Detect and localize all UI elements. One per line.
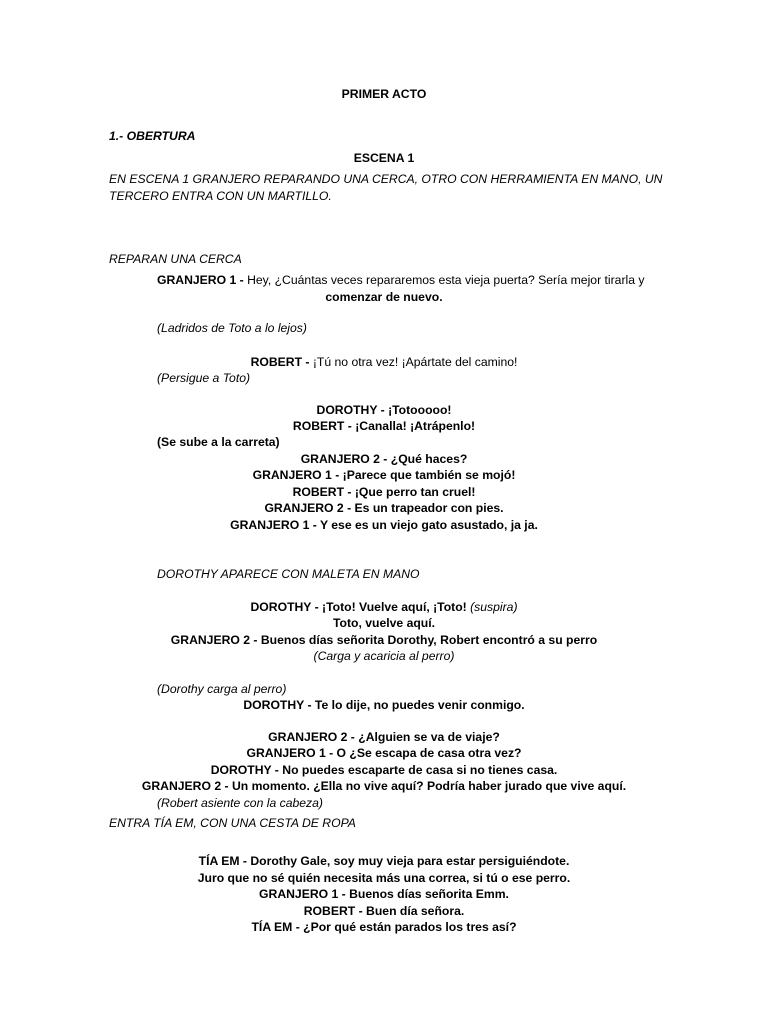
- dialogue-text: ¿Qué haces?: [387, 452, 468, 466]
- speaker-name: DOROTHY -: [243, 698, 312, 712]
- dialogue-text: ¡Tú no otra vez! ¡Apártate del camino!: [309, 355, 518, 369]
- speaker-name: GRANJERO 2 -: [268, 730, 355, 744]
- speaker-name: GRANJERO 1 -: [246, 746, 334, 760]
- dialogue-line: [0, 500, 768, 516]
- dialogue-line: [0, 778, 768, 794]
- speaker-name: GRANJERO 1 -: [252, 468, 340, 482]
- dialogue-line: [0, 402, 768, 418]
- dialogue-text: Te lo dije, no puedes venir conmigo.: [311, 698, 525, 712]
- speaker-name: TÍA EM -: [198, 854, 247, 868]
- dialogue-text: ¡Totooooo!: [384, 403, 452, 417]
- dialogue-text: ¿Por qué están parados los tres así?: [299, 920, 517, 934]
- speaker-name: GRANJERO 1 -: [259, 887, 346, 901]
- dialogue-line: [0, 599, 768, 615]
- dialogue-line: [0, 632, 768, 648]
- stage-direction: (Carga y acaricia al perro): [313, 649, 455, 663]
- dialogue-continuation: Juro que no sé quién necesita más una correa, si tú o ese perro.: [197, 871, 571, 885]
- stage-direction: (Se sube a la carreta): [157, 435, 280, 449]
- dialogue-line: [0, 467, 768, 483]
- inline-direction: (suspira): [470, 600, 518, 614]
- dialogue-line: [0, 886, 768, 902]
- speaker-name: GRANJERO 2 -: [170, 633, 258, 647]
- dialogue-text: Un momento. ¿Ella no vive aquí? Podría haber jurado que vive aquí.: [228, 779, 627, 793]
- dialogue-text: Dorothy Gale, soy muy vieja para estar persiguiéndote.: [246, 854, 570, 868]
- stage-direction: ENTRA TÍA EM, CON UNA CESTA DE ROPA: [109, 816, 356, 830]
- stage-direction: (Ladridos de Toto a lo lejos): [157, 321, 307, 335]
- speaker-name: GRANJERO 2 -: [141, 779, 229, 793]
- dialogue-line: [0, 418, 768, 434]
- speaker-name: GRANJERO 1 -: [230, 518, 317, 532]
- speaker-name: GRANJERO 2 -: [300, 452, 388, 466]
- section-heading: 1.- OBERTURA: [109, 129, 196, 143]
- speaker-name: DOROTHY -: [316, 403, 385, 417]
- dialogue-text: Buenos días señorita Emm.: [345, 887, 509, 901]
- dialogue-line: [0, 853, 768, 869]
- dialogue-text: Y ese es un viejo gato asustado, ja ja.: [316, 518, 538, 532]
- dialogue-line: [0, 729, 768, 745]
- dialogue-line: [0, 697, 768, 713]
- dialogue-line: [0, 354, 768, 370]
- dialogue-text: Buenos días señorita Dorothy, Robert encontró a su perro: [257, 633, 598, 647]
- dialogue-text: ¿Alguien se va de viaje?: [354, 730, 500, 744]
- dialogue-line: [0, 919, 768, 935]
- scene-label: ESCENA 1: [353, 151, 415, 165]
- dialogue-text: ¡Que perro tan cruel!: [351, 485, 476, 499]
- stage-direction: TERCERO ENTRA CON UN MARTILLO.: [109, 189, 332, 203]
- stage-direction: (Persigue a Toto): [157, 371, 251, 385]
- speaker-name: ROBERT -: [250, 355, 310, 369]
- speaker-name: GRANJERO 1 -: [157, 273, 244, 287]
- dialogue-text: O ¿Se escapa de casa otra vez?: [333, 746, 522, 760]
- dialogue-text: No puedes escaparte de casa si no tienes casa.: [278, 763, 558, 777]
- dialogue-text: Es un trapeador con pies.: [351, 501, 504, 515]
- stage-direction: (Robert asiente con la cabeza): [157, 796, 323, 810]
- stage-direction: EN ESCENA 1 GRANJERO REPARANDO UNA CERCA, OTRO CON HERRAMIENTA EN MANO, UN: [109, 172, 663, 186]
- dialogue-line: [0, 451, 768, 467]
- dialogue-text: ¡Parece que también se mojó!: [339, 468, 516, 482]
- dialogue-line: [0, 762, 768, 778]
- dialogue-text: Hey, ¿Cuántas veces repararemos esta vieja puerta? Sería mejor tirarla y: [243, 273, 645, 287]
- speaker-name: ROBERT -: [292, 419, 352, 433]
- dialogue-text: ¡Toto! Vuelve aquí, ¡Toto!: [318, 600, 471, 614]
- page-title: PRIMER ACTO: [341, 87, 427, 101]
- dialogue-continuation: Toto, vuelve aquí.: [332, 616, 436, 630]
- dialogue-line: [0, 517, 768, 533]
- speaker-name: GRANJERO 2 -: [264, 501, 352, 515]
- dialogue-continuation: comenzar de nuevo.: [325, 290, 443, 304]
- dialogue-line: [157, 272, 644, 288]
- speaker-name: ROBERT -: [292, 485, 352, 499]
- stage-direction: (Dorothy carga al perro): [157, 682, 287, 696]
- speaker-name: TÍA EM -: [251, 920, 300, 934]
- speaker-name: ROBERT -: [303, 904, 363, 918]
- dialogue-line: [0, 903, 768, 919]
- speaker-name: DOROTHY -: [210, 763, 279, 777]
- speaker-name: DOROTHY -: [250, 600, 319, 614]
- dialogue-line: [0, 484, 768, 500]
- dialogue-text: ¡Canalla! ¡Atrápenlo!: [351, 419, 476, 433]
- stage-direction: REPARAN UNA CERCA: [109, 252, 242, 266]
- dialogue-line: [0, 745, 768, 761]
- dialogue-text: Buen día señora.: [362, 904, 465, 918]
- stage-direction: DOROTHY APARECE CON MALETA EN MANO: [157, 567, 420, 581]
